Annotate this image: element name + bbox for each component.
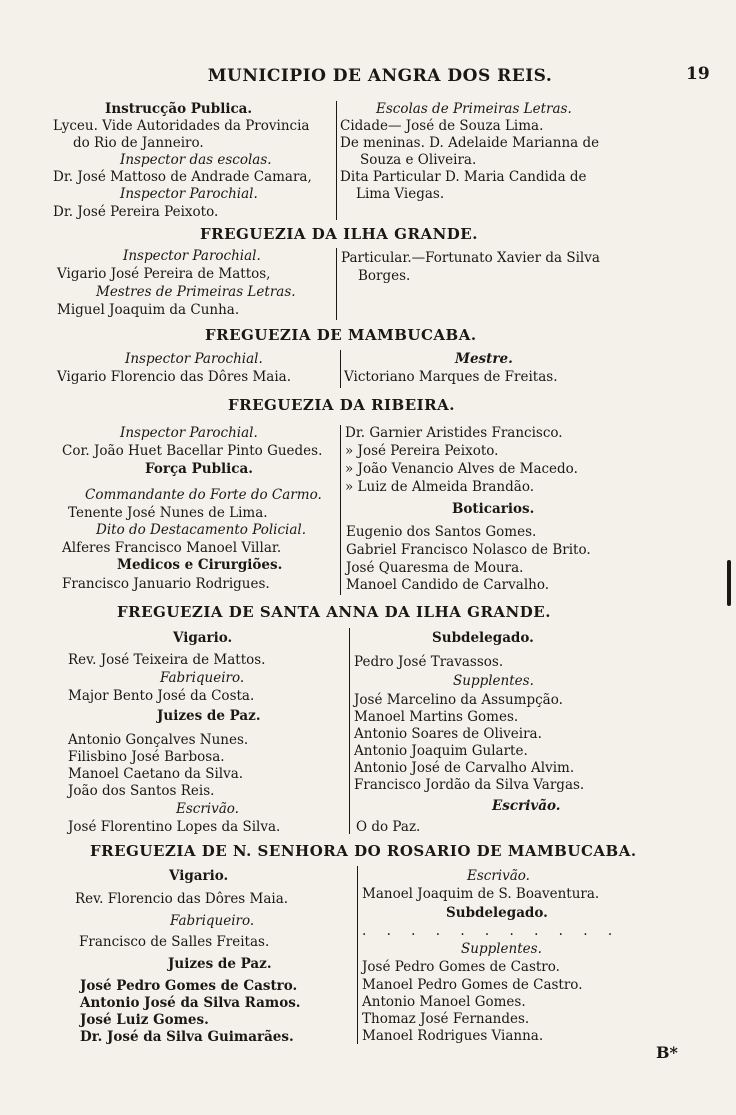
text-line: José Luiz Gomes.: [80, 1012, 209, 1028]
page-edge-mark: [727, 560, 731, 606]
text-line: Vigario Florencio das Dôres Maia.: [57, 369, 292, 385]
text-line: Antonio Soares de Oliveira.: [354, 726, 542, 742]
text-line: Inspector Parochial.: [125, 351, 263, 367]
text-line: Dr. Garnier Aristides Francisco.: [345, 425, 563, 441]
text-line: O do Paz.: [356, 819, 421, 835]
text-line: Commandante do Forte do Carmo.: [85, 487, 322, 503]
text-line: Victoriano Marques de Freitas.: [344, 369, 558, 385]
text-line: » José Pereira Peixoto.: [345, 443, 499, 459]
text-line: Manoel Martins Gomes.: [354, 709, 519, 725]
text-line: Thomaz José Fernandes.: [362, 1011, 530, 1027]
text-line: Escrivão.: [176, 801, 239, 817]
text-line: Manoel Joaquim de S. Boaventura.: [362, 886, 600, 902]
text-line: Manoel Caetano da Silva.: [68, 766, 244, 782]
text-line: » João Venancio Alves de Macedo.: [345, 461, 578, 477]
text-line: Francisco Jordão da Silva Vargas.: [354, 777, 585, 793]
text-line: Francisco Januario Rodrigues.: [62, 576, 270, 592]
text-line: Vigario.: [173, 630, 233, 646]
text-line: Boticarios.: [452, 501, 535, 517]
text-line: José Pedro Gomes de Castro.: [80, 978, 298, 994]
section-title-instrucao: Instrucção Publica.: [105, 101, 253, 117]
text-line: Dr. José Pereira Peixoto.: [53, 204, 219, 220]
text-line: Escrivão.: [467, 868, 530, 884]
text-line: Supplentes.: [453, 673, 534, 689]
text-line: Antonio José da Silva Ramos.: [80, 995, 301, 1011]
text-line: Antonio Joaquim Gularte.: [354, 743, 528, 759]
page-number: 19: [686, 64, 710, 84]
text-line: » Luiz de Almeida Brandão.: [345, 479, 534, 495]
text-line: Juizes de Paz.: [157, 708, 261, 724]
text-line: Eugenio dos Santos Gomes.: [346, 524, 537, 540]
section-title-ribeira: FREGUEZIA DA RIBEIRA.: [228, 396, 456, 414]
signature-mark: B*: [656, 1043, 678, 1062]
text-line: Major Bento José da Costa.: [68, 688, 255, 704]
text-line: Miguel Joaquim da Cunha.: [57, 302, 240, 318]
text-line: Supplentes.: [461, 941, 542, 957]
text-line: Mestre.: [455, 351, 513, 367]
section-title-ilha-grande: FREGUEZIA DA ILHA GRANDE.: [200, 225, 478, 243]
text-line: José Marcelino da Assumpção.: [354, 692, 563, 708]
text-line: Lyceu. Vide Autoridades da Provincia: [53, 118, 310, 134]
text-line: Inspector Parochial.: [120, 186, 258, 202]
text-line: Gabriel Francisco Nolasco de Brito.: [346, 542, 591, 558]
column-divider: [340, 425, 341, 595]
text-line: . . . . . . . . . . .: [362, 923, 621, 939]
text-line: Dr. José da Silva Guimarães.: [80, 1029, 294, 1045]
section-title-mambucaba: FREGUEZIA DE MAMBUCABA.: [205, 326, 477, 344]
text-line: Dita Particular D. Maria Candida de: [340, 169, 587, 185]
text-line: Manoel Rodrigues Vianna.: [362, 1028, 544, 1044]
text-line: Borges.: [358, 268, 411, 284]
text-line: Fabriqueiro.: [170, 913, 255, 929]
column-divider: [340, 350, 341, 388]
text-line: Vigario José Pereira de Mattos,: [57, 266, 271, 282]
text-line: José Quaresma de Moura.: [346, 560, 524, 576]
text-line: José Florentino Lopes da Silva.: [68, 819, 281, 835]
section-title-santa-anna: FREGUEZIA DE SANTA ANNA DA ILHA GRANDE.: [117, 603, 551, 621]
text-line: De meninas. D. Adelaide Marianna de: [340, 135, 600, 151]
text-line: Força Publica.: [145, 461, 253, 477]
text-line: Lima Viegas.: [356, 186, 445, 202]
text-line: Manoel Candido de Carvalho.: [346, 577, 550, 593]
text-line: Manoel Pedro Gomes de Castro.: [362, 977, 583, 993]
text-line: Filisbino José Barbosa.: [68, 749, 225, 765]
text-line: Rev. Florencio das Dôres Maia.: [75, 891, 289, 907]
text-line: João dos Santos Reis.: [68, 783, 215, 799]
text-line: Escrivão.: [492, 798, 561, 814]
column-divider: [336, 248, 337, 320]
text-line: Souza e Oliveira.: [360, 152, 477, 168]
section-title-rosario: FREGUEZIA DE N. SENHORA DO ROSARIO DE MAMBUCABA.: [90, 842, 637, 860]
column-divider: [357, 866, 358, 1044]
text-line: Dr. José Mattoso de Andrade Camara,: [53, 169, 312, 185]
text-line: Vigario.: [169, 868, 229, 884]
text-line: Inspector Parochial.: [120, 425, 258, 441]
text-line: Antonio José de Carvalho Alvim.: [354, 760, 575, 776]
text-line: Tenente José Nunes de Lima.: [68, 505, 268, 521]
text-line: Cidade— José de Souza Lima.: [340, 118, 544, 134]
text-line: Subdelegado.: [432, 630, 534, 646]
text-line: Subdelegado.: [446, 905, 548, 921]
text-line: Cor. João Huet Bacellar Pinto Guedes.: [62, 443, 323, 459]
text-line: Mestres de Primeiras Letras.: [96, 284, 296, 300]
text-line: Escolas de Primeiras Letras.: [376, 101, 572, 117]
text-line: Juizes de Paz.: [168, 956, 272, 972]
text-line: Alferes Francisco Manoel Villar.: [62, 540, 282, 556]
text-line: do Rio de Janneiro.: [73, 135, 204, 151]
text-line: Dito do Destacamento Policial.: [96, 522, 307, 538]
text-line: José Pedro Gomes de Castro.: [362, 959, 560, 975]
page-header: MUNICIPIO DE ANGRA DOS REIS.: [207, 66, 553, 86]
text-line: Francisco de Salles Freitas.: [79, 934, 270, 950]
column-divider: [336, 101, 337, 220]
text-line: Antonio Manoel Gomes.: [362, 994, 526, 1010]
text-line: Inspector das escolas.: [120, 152, 272, 168]
text-line: Medicos e Cirurgiões.: [117, 557, 283, 573]
text-line: Inspector Parochial.: [123, 248, 261, 264]
text-line: Particular.—Fortunato Xavier da Silva: [341, 250, 600, 266]
text-line: Pedro José Travassos.: [354, 654, 504, 670]
text-line: Rev. José Teixeira de Mattos.: [68, 652, 266, 668]
column-divider: [349, 628, 350, 834]
text-line: Fabriqueiro.: [160, 670, 245, 686]
text-line: Antonio Gonçalves Nunes.: [68, 732, 249, 748]
